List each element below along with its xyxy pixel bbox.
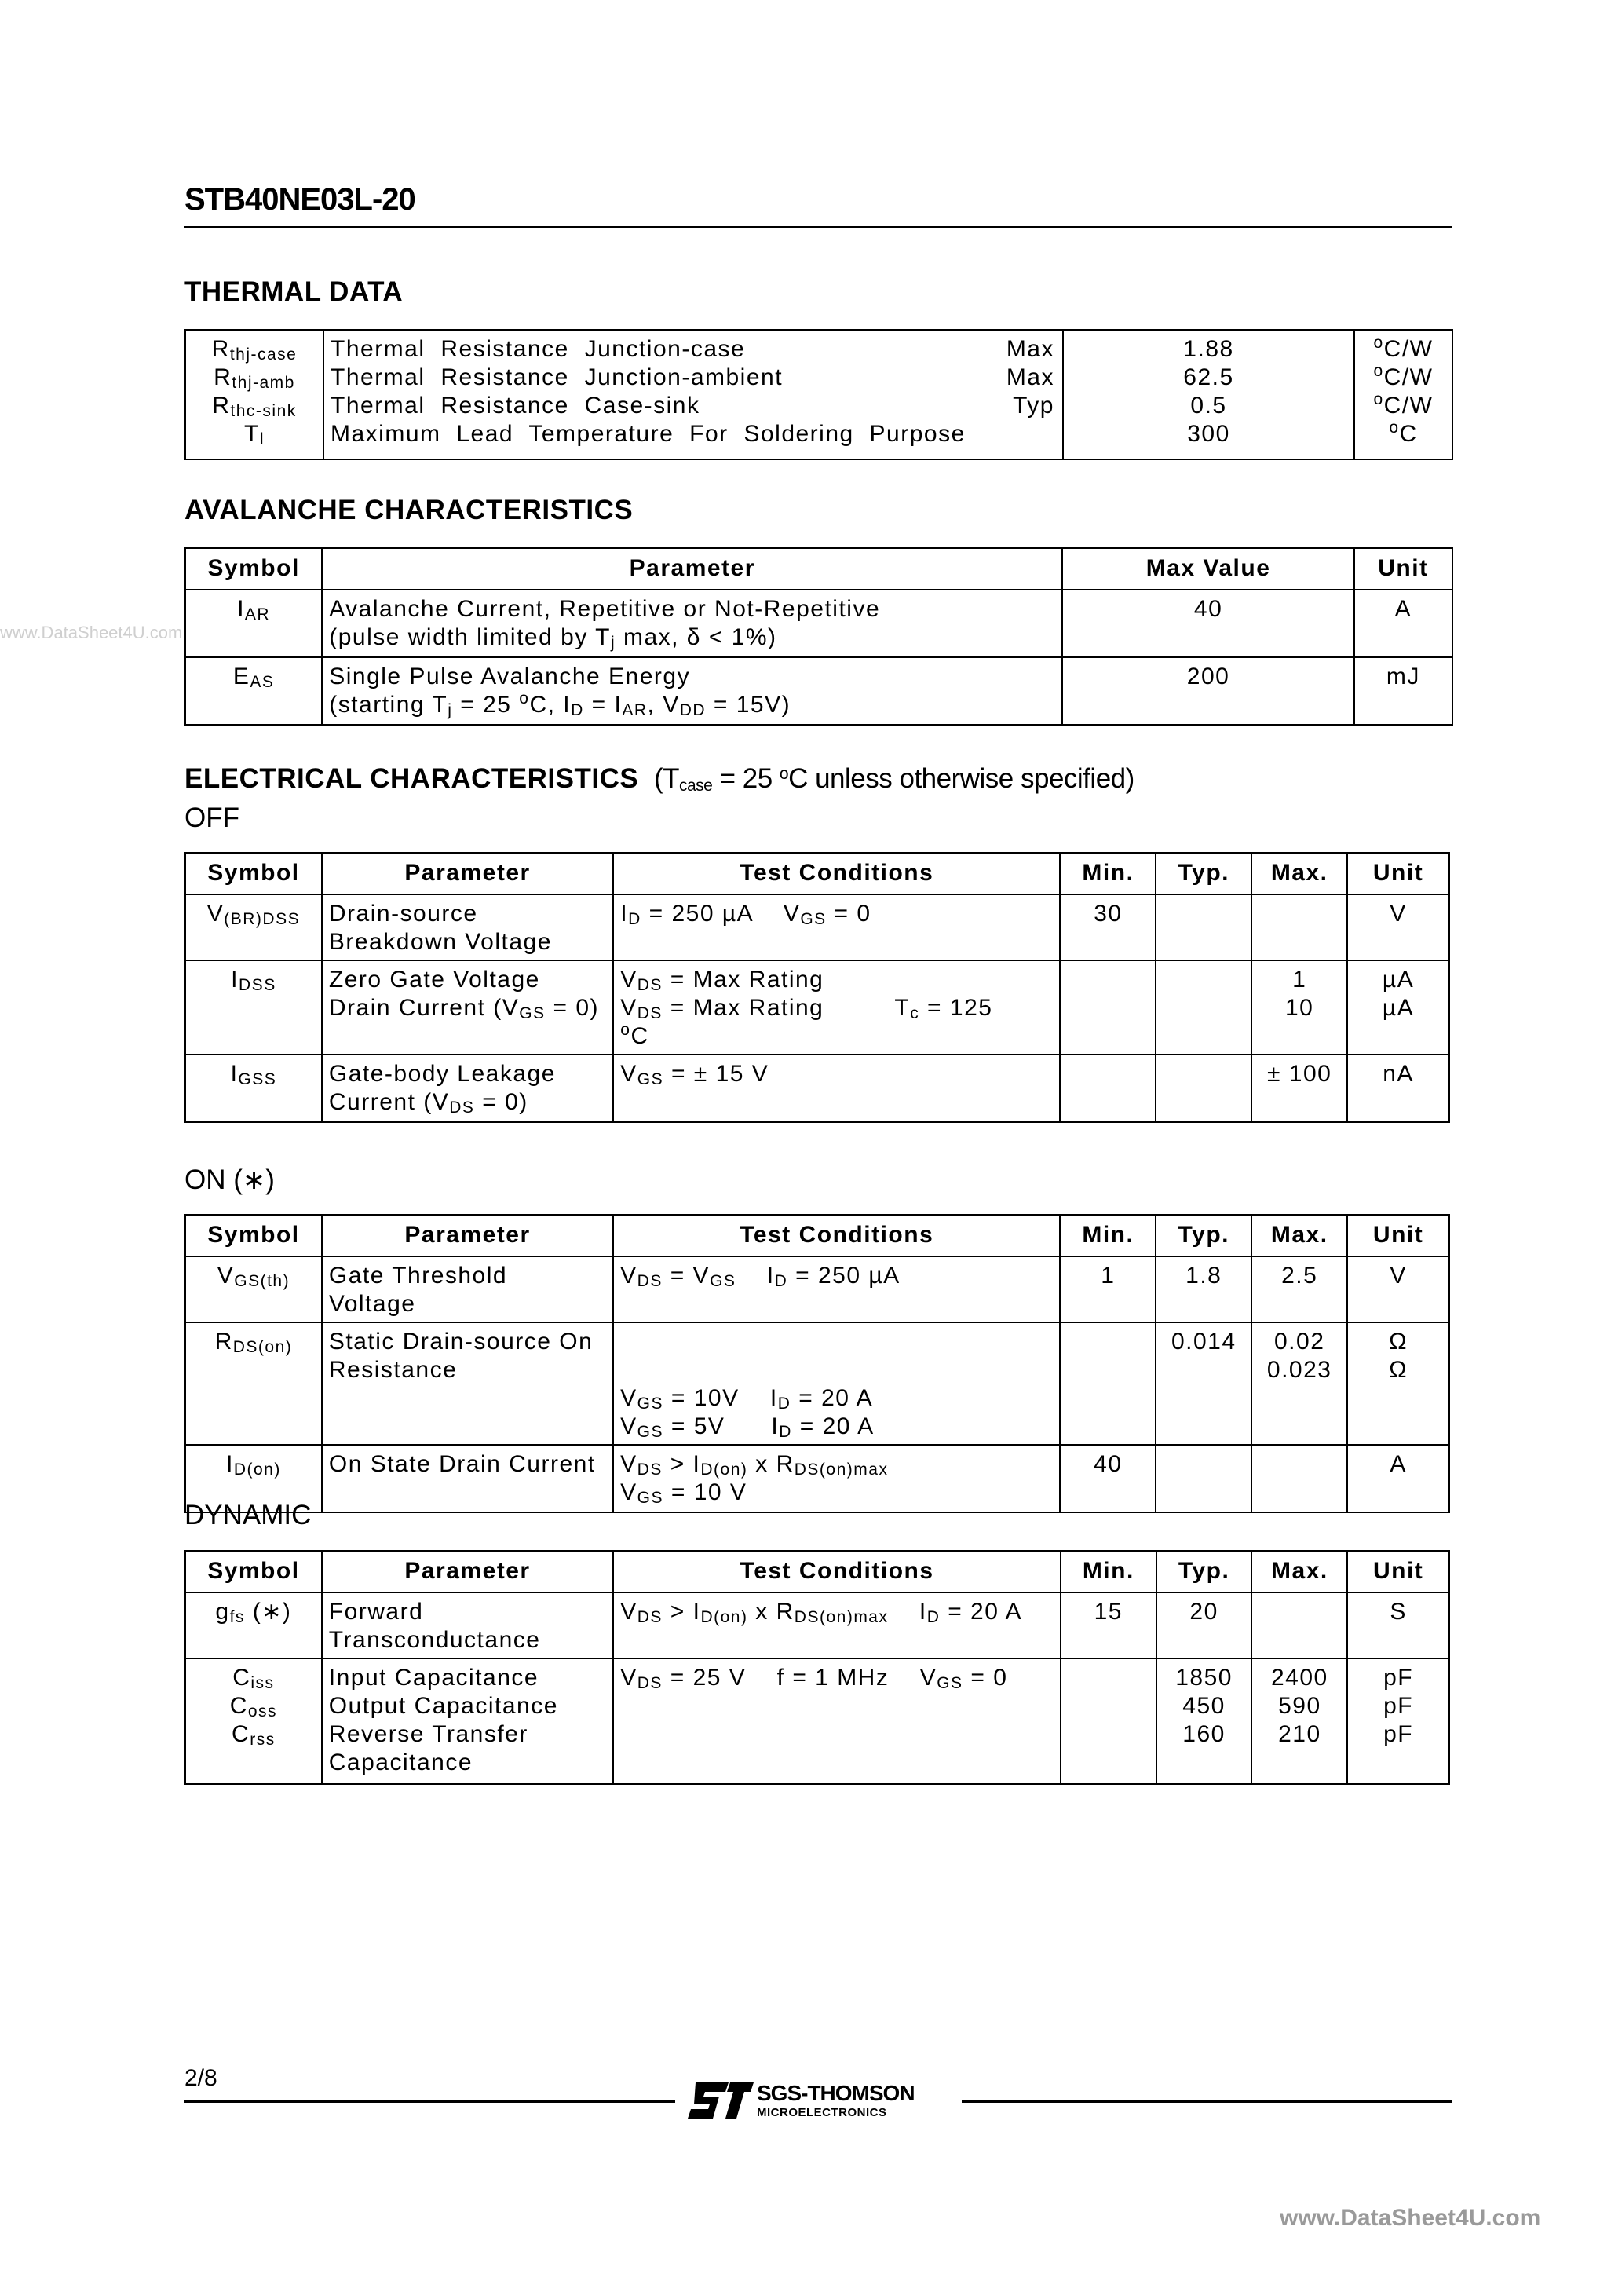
- col-header-min: Min.: [1061, 1551, 1156, 1592]
- typ-cell: 20: [1156, 1592, 1252, 1658]
- electrical-section-title: ELECTRICAL CHARACTERISTICS ($T_{case} = 25$ $^o$C unless otherwise specified): [184, 763, 1134, 795]
- avalanche-table: [184, 547, 1453, 726]
- footer-rule-right: [962, 2100, 1452, 2103]
- col-header-test-conditions: Test Conditions: [613, 1551, 1061, 1592]
- conditions-cell: $V_{DS} > I_{D(on)}$ x $R_{DS(on)max}$ $I_D = 20$ A: [613, 1592, 1061, 1658]
- col-header-symbol: Symbol: [207, 1222, 300, 1248]
- thermal-unit: $^o$C/W: [1373, 334, 1434, 362]
- unit-cell: Ω Ω: [1347, 1322, 1449, 1445]
- thermal-qualifier: Typ: [1013, 393, 1054, 419]
- col-header-typ: Typ.: [1156, 1215, 1251, 1256]
- min-cell: [1061, 1658, 1156, 1784]
- max-cell: [1251, 1592, 1347, 1658]
- unit-cell: nA: [1347, 1055, 1449, 1122]
- col-header-typ: Typ.: [1156, 1551, 1252, 1592]
- col-header-symbol: Symbol: [207, 555, 300, 581]
- col-header-max: Max.: [1251, 1215, 1347, 1256]
- symbol-cell: $I_{GSS}$: [230, 1061, 277, 1088]
- typ-cell: 1.8: [1156, 1256, 1251, 1322]
- on-table: [184, 1214, 1450, 1513]
- symbol-cell: $I_{AR}$: [237, 596, 271, 623]
- sgs-thomson-logo: [685, 2078, 952, 2125]
- thermal-params: [331, 335, 1037, 448]
- unit-cell: V: [1347, 894, 1449, 960]
- parameter-cell: Gate Threshold Voltage: [322, 1256, 613, 1322]
- thermal-units: [1355, 335, 1452, 448]
- typ-cell: [1156, 1445, 1251, 1512]
- symbol-cell: $R_{DS(on)}$: [214, 1329, 293, 1356]
- max-cell: ± 100: [1251, 1055, 1347, 1122]
- col-header-max: Max.: [1251, 853, 1347, 894]
- unit-cell: A: [1354, 590, 1452, 657]
- thermal-symbol: $R_{thj-amb}$: [214, 364, 295, 392]
- col-header-min: Min.: [1060, 853, 1156, 894]
- thermal-table: [184, 329, 1453, 460]
- page-number: 2/8: [184, 2065, 217, 2091]
- max-cell: 2.5: [1251, 1256, 1347, 1322]
- table-row: [185, 1592, 1449, 1658]
- thermal-value: 62.5: [1183, 364, 1234, 390]
- col-header-test-conditions: Test Conditions: [613, 1215, 1060, 1256]
- max-cell: 2400 590 210: [1251, 1658, 1347, 1784]
- symbol-cell: $g_{fs}$ (∗): [215, 1599, 292, 1626]
- thermal-divider: [323, 331, 324, 459]
- conditions-cell: $V_{DS} = V_{GS}$ $I_D = 250$ µA: [613, 1256, 1060, 1322]
- dynamic-label: DYNAMIC: [184, 1500, 312, 1530]
- col-header-min: Min.: [1060, 1215, 1156, 1256]
- table-row: [185, 657, 1452, 725]
- thermal-symbol: $R_{thj-case}$: [211, 336, 298, 364]
- watermark-bottom: www.DataSheet4U.com: [1280, 2205, 1541, 2231]
- value-cell: 40: [1062, 590, 1353, 657]
- col-header-symbol: Symbol: [207, 860, 300, 886]
- col-header-symbol: Symbol: [207, 1558, 300, 1584]
- symbol-cell: $E_{AS}$: [232, 664, 275, 691]
- thermal-qualifiers: [995, 335, 1054, 420]
- typ-cell: 0.014: [1156, 1322, 1251, 1445]
- logo-sub-text: MICROELECTRONICS: [757, 2106, 887, 2119]
- thermal-values: [1064, 335, 1353, 448]
- parameter-cell: Static Drain-source On Resistance: [322, 1322, 613, 1445]
- thermal-unit: $^o$C: [1389, 419, 1418, 447]
- off-label: OFF: [184, 803, 239, 833]
- parameter-cell: Gate-body Leakage Current $(V_{DS} = 0)$: [322, 1055, 613, 1122]
- parameter-cell: Zero Gate Voltage Drain Current $(V_{GS} = 0)$: [322, 960, 613, 1055]
- col-header-parameter: Parameter: [322, 853, 613, 894]
- symbol-cell: $I_{DSS}$: [231, 967, 276, 994]
- thermal-param: Thermal Resistance Case-sink: [331, 393, 700, 419]
- symbol-cell: $V_{(BR)DSS}$: [206, 901, 301, 928]
- col-header-max-value: Max Value: [1062, 548, 1353, 590]
- col-header-unit: Unit: [1347, 853, 1449, 894]
- off-table: [184, 852, 1450, 1123]
- thermal-qualifier: Max: [1006, 364, 1054, 390]
- col-header-typ: Typ.: [1156, 853, 1251, 894]
- symbol-cell: $I_{D(on)}$: [226, 1451, 281, 1479]
- symbol-cell: $C_{iss}$ $C_{oss}$ $C_{rss}$: [229, 1665, 278, 1749]
- conditions-cell: $V_{DS} = 25$ V f = 1 MHz $V_{GS} = 0$: [613, 1658, 1061, 1784]
- thermal-param: Maximum Lead Temperature For Soldering Purpose: [331, 421, 966, 447]
- unit-cell: S: [1347, 1592, 1449, 1658]
- table-row: [185, 590, 1452, 657]
- unit-cell: mJ: [1354, 657, 1452, 725]
- col-header-unit: Unit: [1347, 1551, 1449, 1592]
- conditions-cell: $V_{DS} > I_{D(on)}$ x $R_{DS(on)max}$ $V_{GS} = 10$ V: [613, 1445, 1060, 1512]
- header-rule: [184, 226, 1452, 228]
- min-cell: [1060, 960, 1156, 1055]
- table-row: [185, 1256, 1449, 1322]
- parameter-cell: Avalanche Current, Repetitive or Not-Repetitive (pulse width limited by $T_j$ max, δ < 1%): [322, 590, 1062, 657]
- conditions-cell: $V_{GS} = 10V$ $I_D = 20$ A $V_{GS} = 5V$ $I_D = 20$ A: [613, 1322, 1060, 1445]
- unit-cell: A: [1347, 1445, 1449, 1512]
- table-row: [185, 1322, 1449, 1445]
- col-header-unit: Unit: [1354, 548, 1452, 590]
- thermal-value: 0.5: [1190, 393, 1227, 419]
- parameter-cell: Drain-source Breakdown Voltage: [322, 894, 613, 960]
- max-cell: [1251, 1445, 1347, 1512]
- unit-cell: pF pF pF: [1347, 1658, 1449, 1784]
- parameter-cell: On State Drain Current: [322, 1445, 613, 1512]
- min-cell: [1060, 1055, 1156, 1122]
- thermal-symbol: $T_l$: [244, 421, 265, 448]
- unit-cell: V: [1347, 1256, 1449, 1322]
- thermal-qualifier: Max: [1006, 336, 1054, 362]
- table-row: [185, 960, 1449, 1055]
- min-cell: 40: [1060, 1445, 1156, 1512]
- thermal-symbols: [186, 335, 323, 448]
- parameter-cell: Single Pulse Avalanche Energy (starting $T_j = 25$ $^o$C, $I_D = I_{AR}$, $V_{DD} = 15V$): [322, 657, 1062, 725]
- col-header-parameter: Parameter: [322, 1551, 613, 1592]
- avalanche-section-title: AVALANCHE CHARACTERISTICS: [184, 495, 634, 525]
- parameter-cell: Input Capacitance Output Capacitance Reverse Transfer Capacitance: [322, 1658, 613, 1784]
- value-cell: 200: [1062, 657, 1353, 725]
- on-label: ON (∗): [184, 1164, 275, 1195]
- thermal-value: 300: [1187, 421, 1230, 447]
- col-header-max: Max.: [1251, 1551, 1347, 1592]
- thermal-value: 1.88: [1183, 336, 1234, 362]
- table-row: [185, 1445, 1449, 1512]
- table-row: [185, 1055, 1449, 1122]
- thermal-section-title: THERMAL DATA: [184, 276, 404, 307]
- col-header-parameter: Parameter: [322, 1215, 613, 1256]
- max-cell: 0.02 0.023: [1251, 1322, 1347, 1445]
- watermark-left: www.DataSheet4U.com: [0, 623, 183, 642]
- st-logo-icon: [685, 2079, 755, 2123]
- thermal-unit: $^o$C/W: [1373, 390, 1434, 419]
- table-row: [185, 894, 1449, 960]
- part-number-title: STB40NE03L-20: [184, 182, 415, 217]
- typ-cell: 1850 450 160: [1156, 1658, 1252, 1784]
- min-cell: 15: [1061, 1592, 1156, 1658]
- typ-cell: [1156, 960, 1251, 1055]
- table-row: [185, 1658, 1449, 1784]
- parameter-cell: Forward Transconductance: [322, 1592, 613, 1658]
- thermal-param: Thermal Resistance Junction-ambient: [331, 364, 784, 390]
- footer-rule-left: [184, 2100, 675, 2103]
- dynamic-table: [184, 1550, 1450, 1785]
- min-cell: [1060, 1322, 1156, 1445]
- conditions-cell: $V_{DS}$ = Max Rating $V_{DS}$ = Max Rating $T_c = 125$ $^o$C: [613, 960, 1060, 1055]
- min-cell: 1: [1060, 1256, 1156, 1322]
- col-header-test-conditions: Test Conditions: [613, 853, 1060, 894]
- logo-main-text: SGS-THOMSON: [757, 2081, 915, 2105]
- thermal-unit: $^o$C/W: [1373, 362, 1434, 390]
- typ-cell: [1156, 1055, 1251, 1122]
- max-cell: [1251, 894, 1347, 960]
- unit-cell: µA µA: [1347, 960, 1449, 1055]
- typ-cell: [1156, 894, 1251, 960]
- symbol-cell: $V_{GS(th)}$: [217, 1263, 290, 1290]
- max-cell: 1 10: [1251, 960, 1347, 1055]
- col-header-parameter: Parameter: [322, 548, 1062, 590]
- conditions-cell: $I_D = 250$ µA $V_{GS} = 0$: [613, 894, 1060, 960]
- col-header-unit: Unit: [1347, 1215, 1449, 1256]
- conditions-cell: $V_{GS}$ = ± 15 V: [613, 1055, 1060, 1122]
- min-cell: 30: [1060, 894, 1156, 960]
- thermal-symbol: $R_{thc-sink}$: [212, 393, 297, 420]
- thermal-param: Thermal Resistance Junction-case: [331, 336, 746, 362]
